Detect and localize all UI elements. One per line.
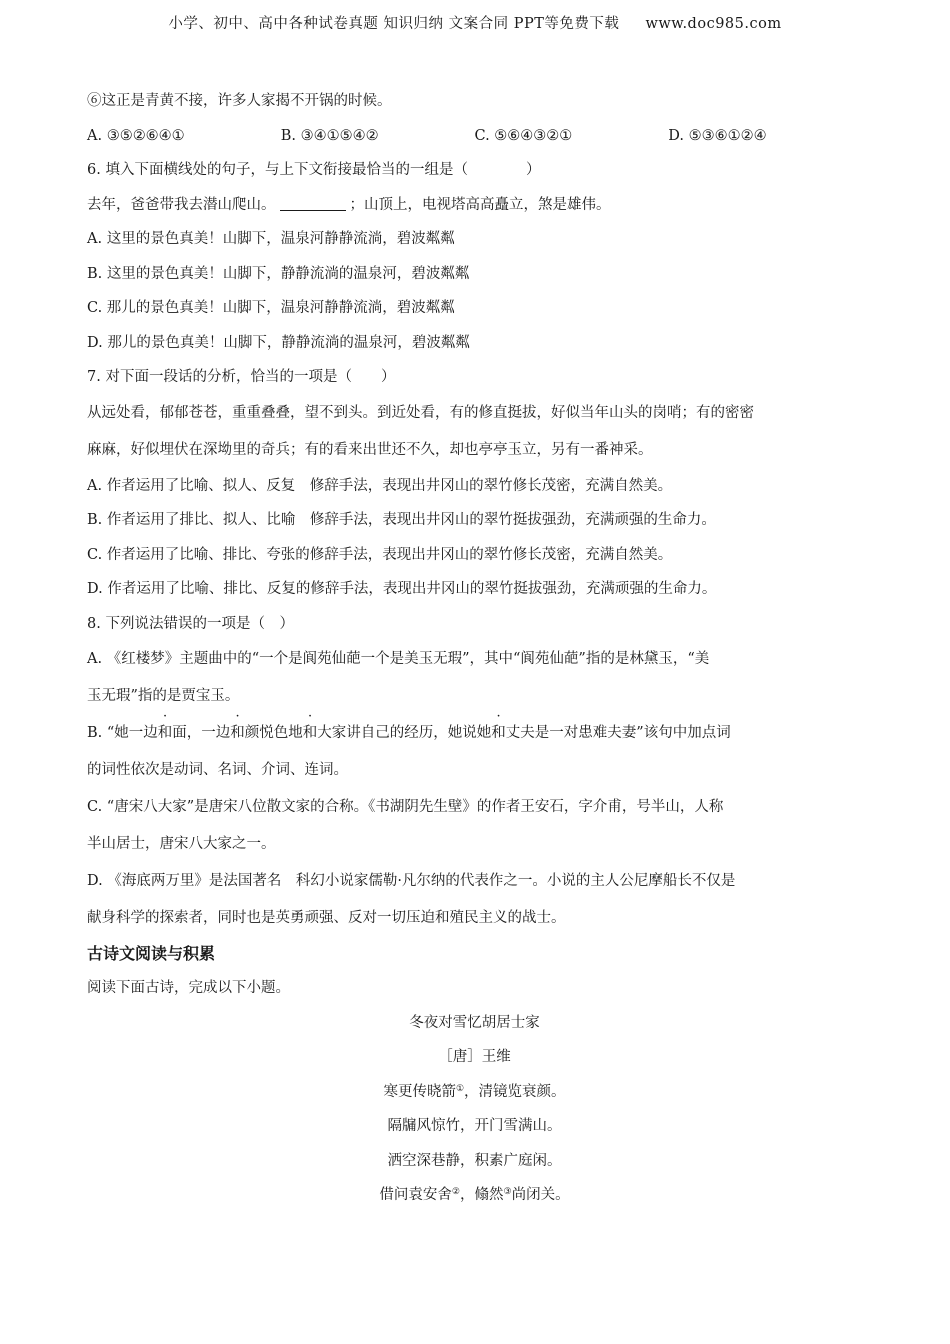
q6-option-c: C. 那儿的景色真美！山脚下，温泉河静静流淌，碧波粼粼 bbox=[87, 300, 455, 316]
q8-option-c-line-1: C. “唐宋八大家”是唐宋八位散文家的合称。《书湖阴先生壁》的作者王安石，字介甫，号半山，人称 bbox=[87, 799, 724, 815]
q6-stem: 6. 填入下面横线处的句子，与上下文衔接最恰当的一组是（ ） bbox=[87, 162, 541, 178]
poem-title: 冬夜对雪忆胡居士家 bbox=[409, 1014, 540, 1031]
q5-option-c: C. ⑤⑥④③②① bbox=[474, 127, 573, 144]
section-title: 古诗文阅读与积累 bbox=[87, 944, 216, 963]
q8-b-text: 面，一边 bbox=[172, 725, 231, 741]
q5-tail: ⑥这正是青黄不接，许多人家揭不开锅的时候。 bbox=[87, 93, 392, 109]
q8-b-text: 丈夫是一对患难夫妻”该句中加点词 bbox=[505, 725, 731, 741]
q8-option-a-line-2: 玉无瑕”指的是贾宝玉。 bbox=[87, 688, 240, 704]
q8-option-b-line-1 bbox=[87, 715, 862, 752]
q8-option-d-line-2: 献身科学的探索者，同时也是英勇顽强、反对一切压迫和殖民主义的战士。 bbox=[87, 910, 566, 926]
poem-text: 借问袁安舍 bbox=[379, 1187, 452, 1203]
q7-option-c: C. 作者运用了比喻、排比、夸张的修辞手法，表现出井冈山的翠竹修长茂密，充满自然美。 bbox=[87, 546, 673, 563]
q8-b-text: 大家讲自己的经历，她说她 bbox=[317, 725, 492, 741]
section-instruction: 阅读下面古诗，完成以下小题。 bbox=[87, 980, 290, 996]
q6-option-d: D. 那儿的景色真美！山脚下，静静流淌的温泉河，碧波粼粼 bbox=[87, 334, 470, 351]
poem-line-4 bbox=[87, 1178, 862, 1213]
q8-b-text: B. “她一边 bbox=[87, 725, 158, 741]
q8-option-a-line-1: A. 《红楼梦》主题曲中的“一个是阆苑仙葩一个是美玉无瑕”，其中“阆苑仙葩”指的是林黛玉，“美 bbox=[87, 651, 710, 667]
q8-b-dotted-word: 和 bbox=[157, 725, 173, 741]
q5-options bbox=[87, 119, 862, 154]
q6-context-before: 去年，爸爸带我去潜山爬山。 bbox=[87, 196, 276, 213]
q7-passage-line-2: 麻麻，好似埋伏在深坳里的奇兵；有的看来出世还不久，却也亭亭玉立，另有一番神采。 bbox=[87, 441, 653, 458]
q8-option-c-line-2: 半山居士，唐宋八大家之一。 bbox=[87, 836, 276, 852]
header-text: 小学、初中、高中各种试卷真题 知识归纳 文案合同 PPT等免费下载 bbox=[168, 16, 620, 32]
q8-b-dotted-word: 和 bbox=[302, 725, 318, 741]
poem-text: 寒更传晓箭 bbox=[383, 1083, 456, 1100]
q8-b-dotted-word: 和 bbox=[491, 725, 506, 741]
q7-option-d: D. 作者运用了比喻、排比、反复的修辞手法，表现出井冈山的翠竹挺拔强劲，充满顽强的生命力。 bbox=[87, 581, 717, 597]
q8-option-d-line-1: D. 《海底两万里》是法国著名 科幻小说家儒勒·凡尔纳的代表作之一。小说的主人公尼摩船长不仅是 bbox=[87, 873, 736, 889]
q7-stem: 7. 对下面一段话的分析，恰当的一项是（ ） bbox=[87, 369, 396, 385]
q7-passage-line-1: 从远处看，郁郁苍苍，重重叠叠，望不到头。到近处看，有的修直挺拔，好似当年山头的岗哨；有的密密 bbox=[87, 404, 754, 421]
q6-context bbox=[87, 188, 862, 223]
q5-option-a: A. ③⑤②⑥④① bbox=[87, 127, 185, 144]
q6-option-a: A. 这里的景色真美！山脚下，温泉河静静流淌，碧波粼粼 bbox=[87, 231, 455, 247]
q8-stem: 8. 下列说法错误的一项是（ ） bbox=[87, 615, 294, 632]
poem-line-1 bbox=[87, 1075, 862, 1110]
q7-option-a: A. 作者运用了比喻、拟人、反复 修辞手法，表现出井冈山的翠竹修长茂密，充满自然美。 bbox=[87, 477, 673, 494]
footnote-mark: ② bbox=[451, 1187, 460, 1197]
q5-option-d: D. ⑤③⑥①②④ bbox=[668, 127, 767, 144]
footnote-mark: ③ bbox=[503, 1187, 512, 1197]
poem-line-2: 隔牖风惊竹，开门雪满山。 bbox=[387, 1118, 562, 1134]
q8-option-b-line-2: 的词性依次是动词、名词、介词、连词。 bbox=[87, 762, 348, 778]
q5-option-b: B. ③④①⑤④② bbox=[280, 127, 379, 144]
document-body bbox=[87, 84, 862, 1213]
q8-b-dotted-word: 和 bbox=[230, 725, 245, 741]
header-site: www.doc985.com bbox=[645, 16, 782, 32]
poem-line-3: 洒空深巷静，积素广庭闲。 bbox=[387, 1152, 562, 1169]
poem-author: ［唐］王维 bbox=[438, 1049, 511, 1065]
q6-option-b: B. 这里的景色真美！山脚下，静静流淌的温泉河，碧波粼粼 bbox=[87, 265, 470, 282]
footnote-mark: ① bbox=[455, 1083, 465, 1094]
poem-text: ，翛然 bbox=[460, 1187, 504, 1203]
page-header bbox=[0, 12, 950, 33]
q6-context-after: ；山顶上，电视塔高高矗立，煞是雄伟。 bbox=[349, 196, 611, 213]
q7-option-b: B. 作者运用了排比、拟人、比喻 修辞手法，表现出井冈山的翠竹挺拔强劲，充满顽强的生命力。 bbox=[87, 512, 716, 528]
q6-blank bbox=[280, 194, 346, 211]
poem-text: ，清镜览衰颜。 bbox=[464, 1083, 566, 1100]
q8-b-text: 颜悦色地 bbox=[244, 725, 303, 741]
poem-text: 尚闭关。 bbox=[511, 1187, 570, 1203]
